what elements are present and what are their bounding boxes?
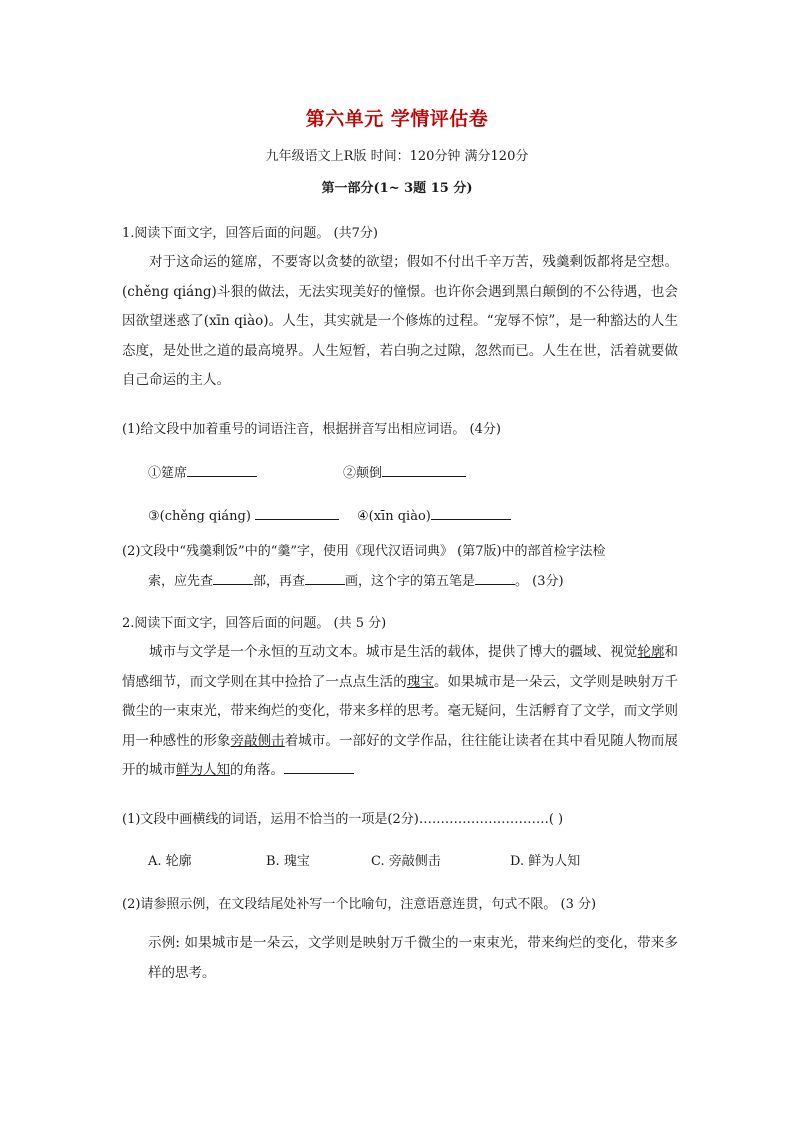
question-1-sub2-line2 [148,570,564,589]
exam-subtitle: 九年级语文上R版 时间：120分钟 满分120分 [265,149,529,164]
passage-text-d: 着城市。一部好的文学作品，往往能让读者在其中看见随人物而展开的城市 [122,732,678,778]
answer-blank-2[interactable] [382,463,466,477]
question-1-passage: 对于这命运的筵席，不要寄以贪婪的欲望；假如不付出千辛万苦，残羹剩饭都将是空想。(chěng qiáng)斗狠的做法，无法实现美好的憧憬。也许你会遇到黑白颠倒的不公待遇，也会因欲望迷惑了(xīn qiào)。人生，其实就是一个修炼的过程。“宠辱不惊”，是一种豁达的人生态度，是处世之道的最高境界。人生短暂，若白驹之过隙，忽然而已。人生在世，活着就要做自己命运的主人。 [122,254,678,388]
answer-blank-1[interactable] [187,463,257,477]
fifth-stroke-blank[interactable] [475,571,515,585]
answer-item-3 [148,506,339,524]
question-1-stem: 1.阅读下面文字，回答后面的问题。 (共7分) [122,226,378,241]
part-heading: 第一部分(1~ 3题 15 分) [321,181,473,196]
answer-item-2-label: ②颠倒 [343,466,383,481]
answer-item-2 [343,462,466,481]
answer-blank-3[interactable] [255,506,339,520]
option-b[interactable]: B. 瑰宝 [266,854,310,869]
passage-text-b: 和情感细节，而文学则在其中捡拾了一点点生活的 [122,644,679,690]
passage-text-e: 的角落。 [230,762,284,778]
option-d[interactable]: D. 鲜为人知 [510,854,581,869]
answer-item-3-label: ③(chěng qiáng) [148,509,251,524]
example-text: 示例: 如果城市是一朵云，文学则是映射万千微尘的一束束光，带来绚烂的变化，带来多样的思考。 [148,935,678,981]
exam-title: 第六单元 学情评估卷 [305,108,489,130]
question-2-sub2: (2)请参照示例，在文段结尾处补写一个比喻句，注意语意连贯，句式不限。 (3 分) [122,897,597,912]
answer-blank-4[interactable] [431,506,511,520]
question-1-sub1: (1)给文段中加着重号的词语注音，根据拼音写出相应词语。 (4分) [122,422,501,437]
question-2-stem: 2.阅读下面文字，回答后面的问题。 (共 5 分) [122,616,387,631]
sub2-text-c: 画，这个字的第五笔是 [345,574,476,589]
option-c[interactable]: C. 旁敲侧击 [371,854,441,869]
sub2-text-b: 部，再查 [253,574,306,589]
answer-item-4-label: ④(xīn qiào) [357,509,431,524]
question-1-sub2-line1: (2)文段中“残羹剩饭”中的“羹”字，使用《现代汉语词典》 (第7版)中的部首检字法检 [122,544,606,559]
answer-item-1 [148,462,257,481]
option-a[interactable]: A. 轮廓 [148,854,192,869]
answer-item-4 [357,506,511,524]
underlined-word-lunkuo: 轮廓 [637,644,665,660]
underlined-word-guibao: 瑰宝 [406,673,434,690]
question-2-sub1: (1)文段中画横线的词语，运用不恰当的一项是(2分)…………………………( ) [122,812,564,827]
radical-blank[interactable] [213,571,253,585]
passage-text-a: 城市与文学是一个永恒的互动文本。城市是生活的载体，提供了博大的疆域、视觉 [149,644,638,660]
underlined-word-pangqiao: 旁敲侧击 [230,732,285,749]
passage-text-c: 。如果城市是一朵云，文学则是映射万千微尘的一束束光，带来绚烂的变化，带来多样的思考。毫无疑问，生活孵育了文学，而文学则用一种感性的形象 [122,673,678,749]
question-2-passage [122,638,678,786]
underlined-word-xianwei: 鲜为人知 [176,762,230,778]
sub2-text-a: 索，应先查 [148,574,214,589]
answer-item-1-label: ①筵席 [148,466,188,481]
simile-answer-blank[interactable] [284,760,354,774]
sub2-text-d: 。 (3分) [515,574,564,589]
stroke-count-blank[interactable] [305,571,345,585]
